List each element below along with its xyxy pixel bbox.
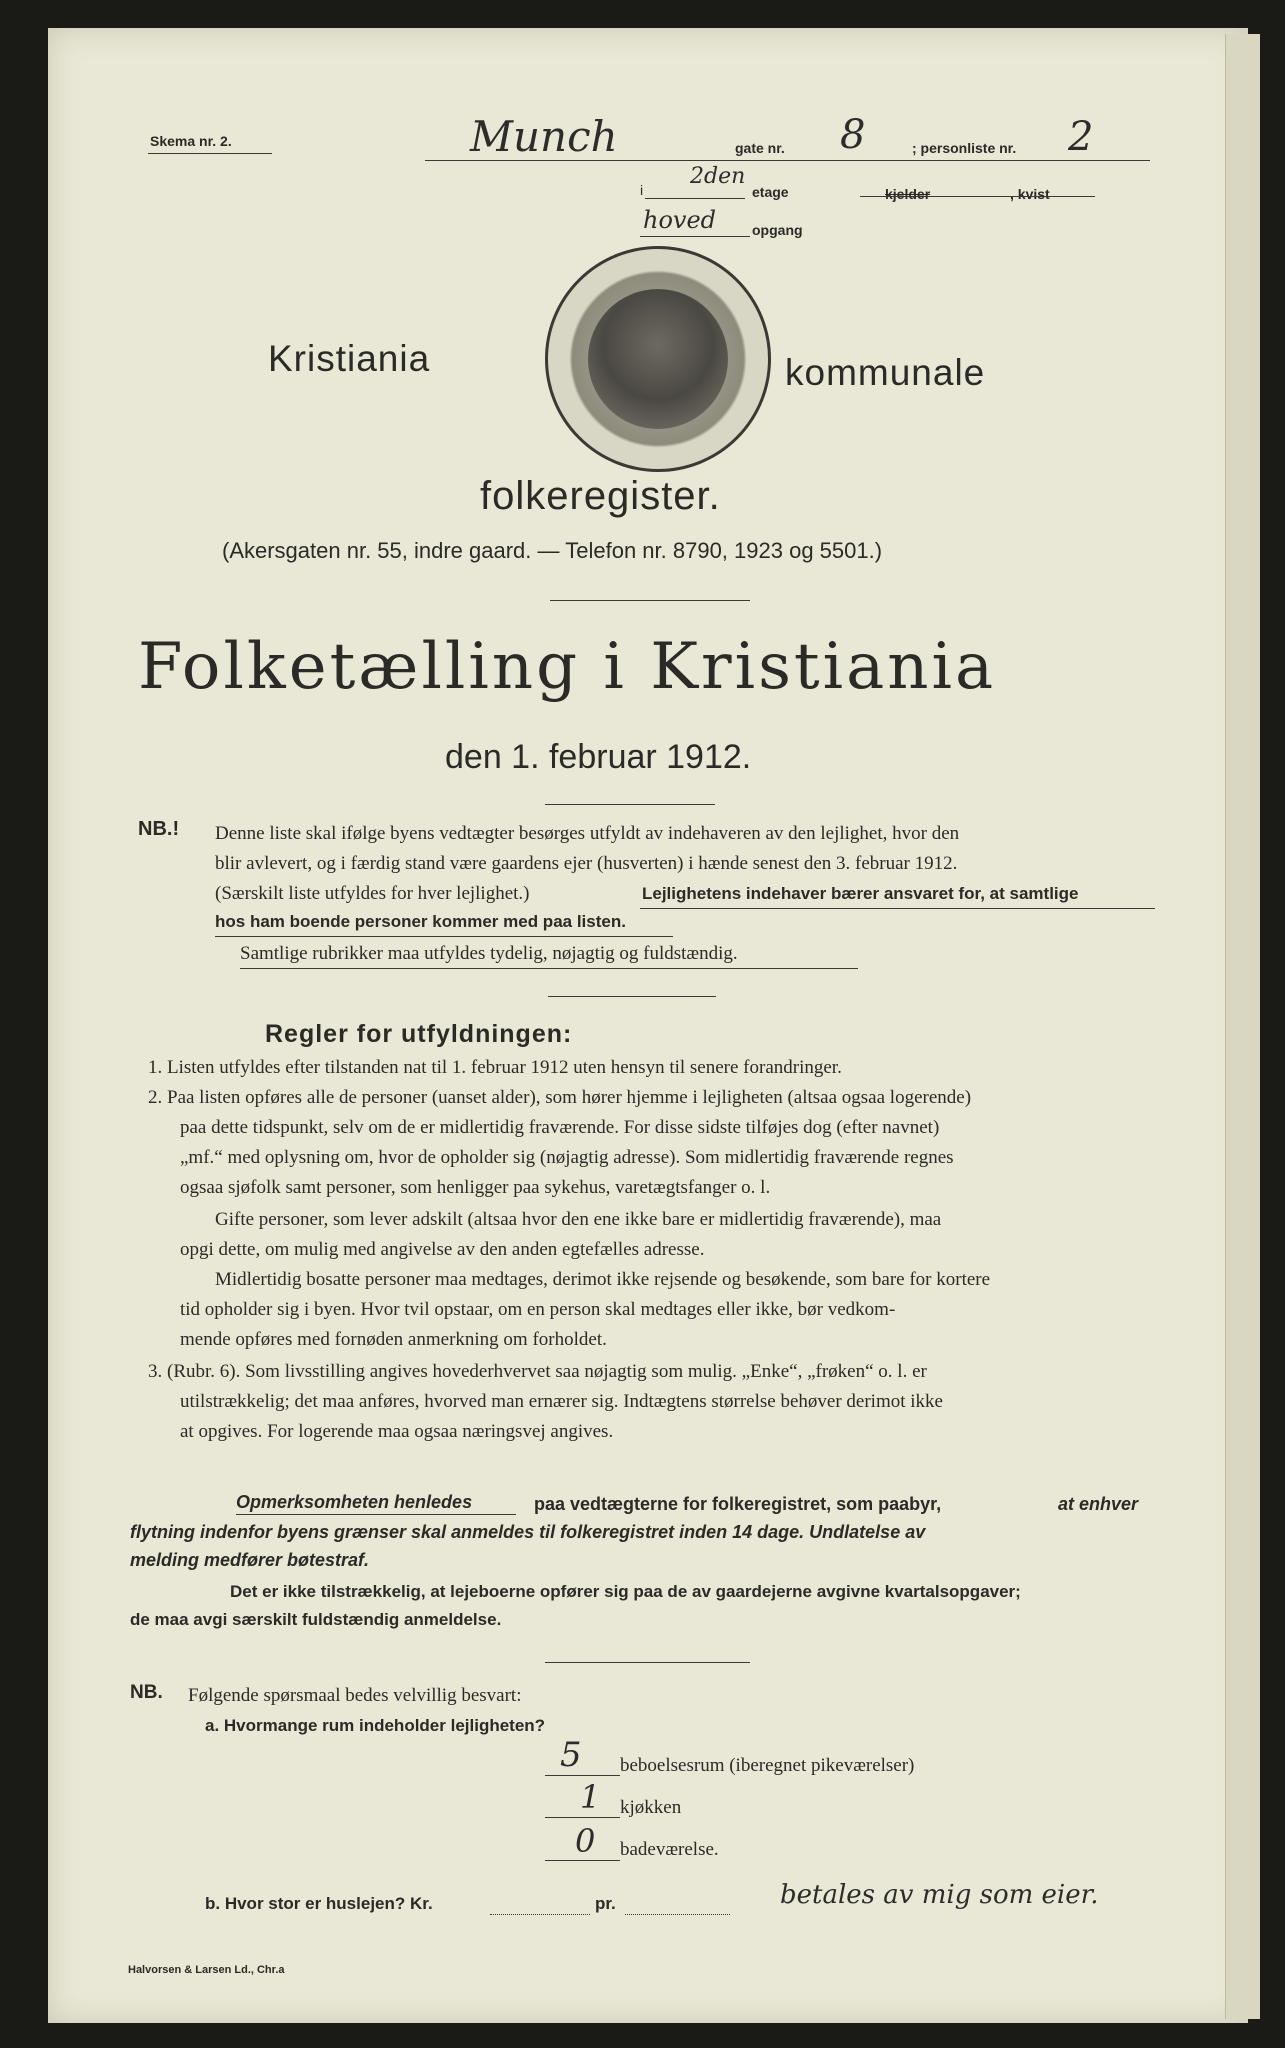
rule-line: 3. (Rubr. 6). Som livsstilling angives hovederhvervet saa nøjagtig som mulig. „Enke“, „frøken“ o. l. er [148,1361,927,1382]
rule-line: utilstrækkelig; det maa anføres, hvorved man ernærer sig. Indtægtens størrelse behøver derimot ikke [180,1391,943,1412]
floor-prefix: i [640,182,644,198]
opgang-label: opgang [752,222,803,238]
rules-heading: Regler for utfyldningen: [265,1020,573,1048]
question-a: a. Hvormange rum indeholder lejligheten? [205,1716,546,1735]
printer-imprint: Halvorsen & Larsen Ld., Chr.a [128,1964,285,1976]
nb-line-1: Denne liste skal ifølge byens vedtægter besørges utfyldt av indehaveren av den lejlighet, hvor den [215,823,960,844]
rule-line: 1. Listen utfyldes efter tilstanden nat til 1. februar 1912 uten hensyn til senere forandringer. [148,1057,842,1078]
kjelder-label: kjelder [885,186,931,202]
notice-line-4: Det er ikke tilstrækkelig, at lejeboerne opfører sig paa de av gaardejerne avgivne kvartalsopgaver; [230,1582,1021,1601]
form-title: Folketælling i Kristiania [138,630,997,704]
rooms-label: beboelsesrum (iberegnet pikeværelser) [620,1755,915,1776]
floor-line [645,198,745,199]
folkeregister-heading: folkeregister. [480,474,721,518]
divider-1 [550,600,750,601]
rule-line: at opgives. For logerende maa ogsaa næringsvej angives. [180,1421,614,1442]
floor-handwritten: 2den [690,164,746,189]
kitchen-label: kjøkken [620,1797,682,1818]
rooms-line [545,1775,620,1776]
notice-line-1: paa vedtægterne for folkeregistret, som paabyr, [534,1494,942,1514]
office-address: (Akersgaten nr. 55, indre gaard. — Telefon nr. 8790, 1923 og 5501.) [222,538,883,563]
rule-line: mende opføres med fornøden anmerkning om forholdet. [180,1329,607,1350]
census-date: den 1. februar 1912. [445,738,752,776]
divider-3 [548,996,716,997]
bath-line [545,1860,620,1861]
bath-value-handwritten: 0 [575,1822,596,1860]
kitchen-value-handwritten: 1 [580,1778,601,1816]
notice-line-1c: at enhver [1058,1494,1139,1514]
seal-figure [588,289,728,429]
street-line [425,160,1150,161]
nb-underline-3 [240,968,858,969]
rule-line: 2. Paa listen opføres alle de personer (uanset alder), som hører hjemme i lejligheten (altsaa ogsaa logerende) [148,1087,972,1108]
nb-label: NB.! [138,818,180,840]
rent-note-handwritten: betales av mig som eier. [780,1880,1099,1910]
skema-label: Skema nr. 2. [150,133,232,149]
rule-line: „mf.“ med oplysning om, hvor de opholder sig (nøjagtig adresse). Som midlertidig fraværende regnes [180,1147,954,1168]
nb-underline-1 [640,908,1155,909]
personliste-number-handwritten: 2 [1068,114,1094,160]
notice-underline [236,1514,516,1515]
rule-line: Gifte personer, som lever adskilt (altsaa hvor den ene ikke bare er midlertidig fraværende), maa [215,1209,942,1230]
rent-amount-line [490,1914,590,1915]
opgang-line [640,236,750,237]
skema-underline [148,153,272,154]
kjelder-strike-line [860,196,1095,197]
nb-line-3b: Lejlighetens indehaver bærer ansvaret for, at samtlige [642,884,1079,903]
rent-period-line [625,1914,730,1915]
divider-4 [545,1662,750,1663]
rule-line: ogsaa sjøfolk samt personer, som henligger paa sykehus, varetægtsfanger o. l. [180,1177,771,1198]
etage-label: etage [752,184,789,200]
nb-line-2: blir avlevert, og i færdig stand være gaardens ejer (husverten) i hænde senest den 3. februar 1912. [215,853,958,874]
notice-emphasis: Opmerksomheten henledes [236,1492,473,1512]
kommunale-word: kommunale [785,352,986,393]
bath-label: badeværelse. [620,1839,719,1860]
nb-line-3a: (Særskilt liste utfyldes for hver lejlighet.) [215,883,530,904]
rule-line: tid opholder sig i byen. Hvor tvil opstaar, om en person skal medtages eller ikke, bør vedkom- [180,1299,896,1320]
kvist-label: , kvist [1010,186,1050,202]
rooms-value-handwritten: 5 [560,1735,582,1775]
paper-edge [1225,34,1260,2019]
gate-number-handwritten: 8 [840,112,866,158]
nb-line-5: Samtlige rubrikker maa utfyldes tydelig, nøjagtig og fuldstændig. [240,943,738,964]
questions-nb-label: NB. [130,1682,163,1703]
opgang-handwritten: hoved [643,206,717,234]
kristiania-word: Kristiania [268,338,431,379]
divider-2 [545,804,715,805]
pr-label: pr. [595,1894,616,1913]
rule-line: opgi dette, om mulig med angivelse av den anden egtefælles adresse. [180,1239,705,1260]
question-b: b. Hvor stor er huslejen? Kr. [205,1894,433,1913]
notice-line-5: de maa avgi særskilt fuldstændig anmeldelse. [130,1610,502,1629]
kitchen-line [545,1817,620,1818]
street-name-handwritten: Munch [470,112,618,161]
rule-line: paa dette tidspunkt, selv om de er midlertidig fraværende. For disse sidste tilføjes dog (efter navnet) [180,1117,940,1138]
rule-line: Midlertidig bosatte personer maa medtages, derimot ikke rejsende og besøkende, som bare for kortere [215,1269,991,1290]
questions-intro: Følgende spørsmaal bedes velvillig besvart: [188,1685,522,1706]
city-seal-emblem [545,246,771,472]
nb-line-4: hos ham boende personer kommer med paa listen. [215,912,626,931]
nb-underline-2 [215,936,673,937]
personliste-label: ; personliste nr. [912,140,1017,156]
notice-line-3: melding medfører bøtestraf. [130,1550,370,1570]
notice-line-2: flytning indenfor byens grænser skal anmeldes til folkeregistret inden 14 dage. Undlatelse av [130,1522,926,1542]
gate-label: gate nr. [735,140,785,156]
